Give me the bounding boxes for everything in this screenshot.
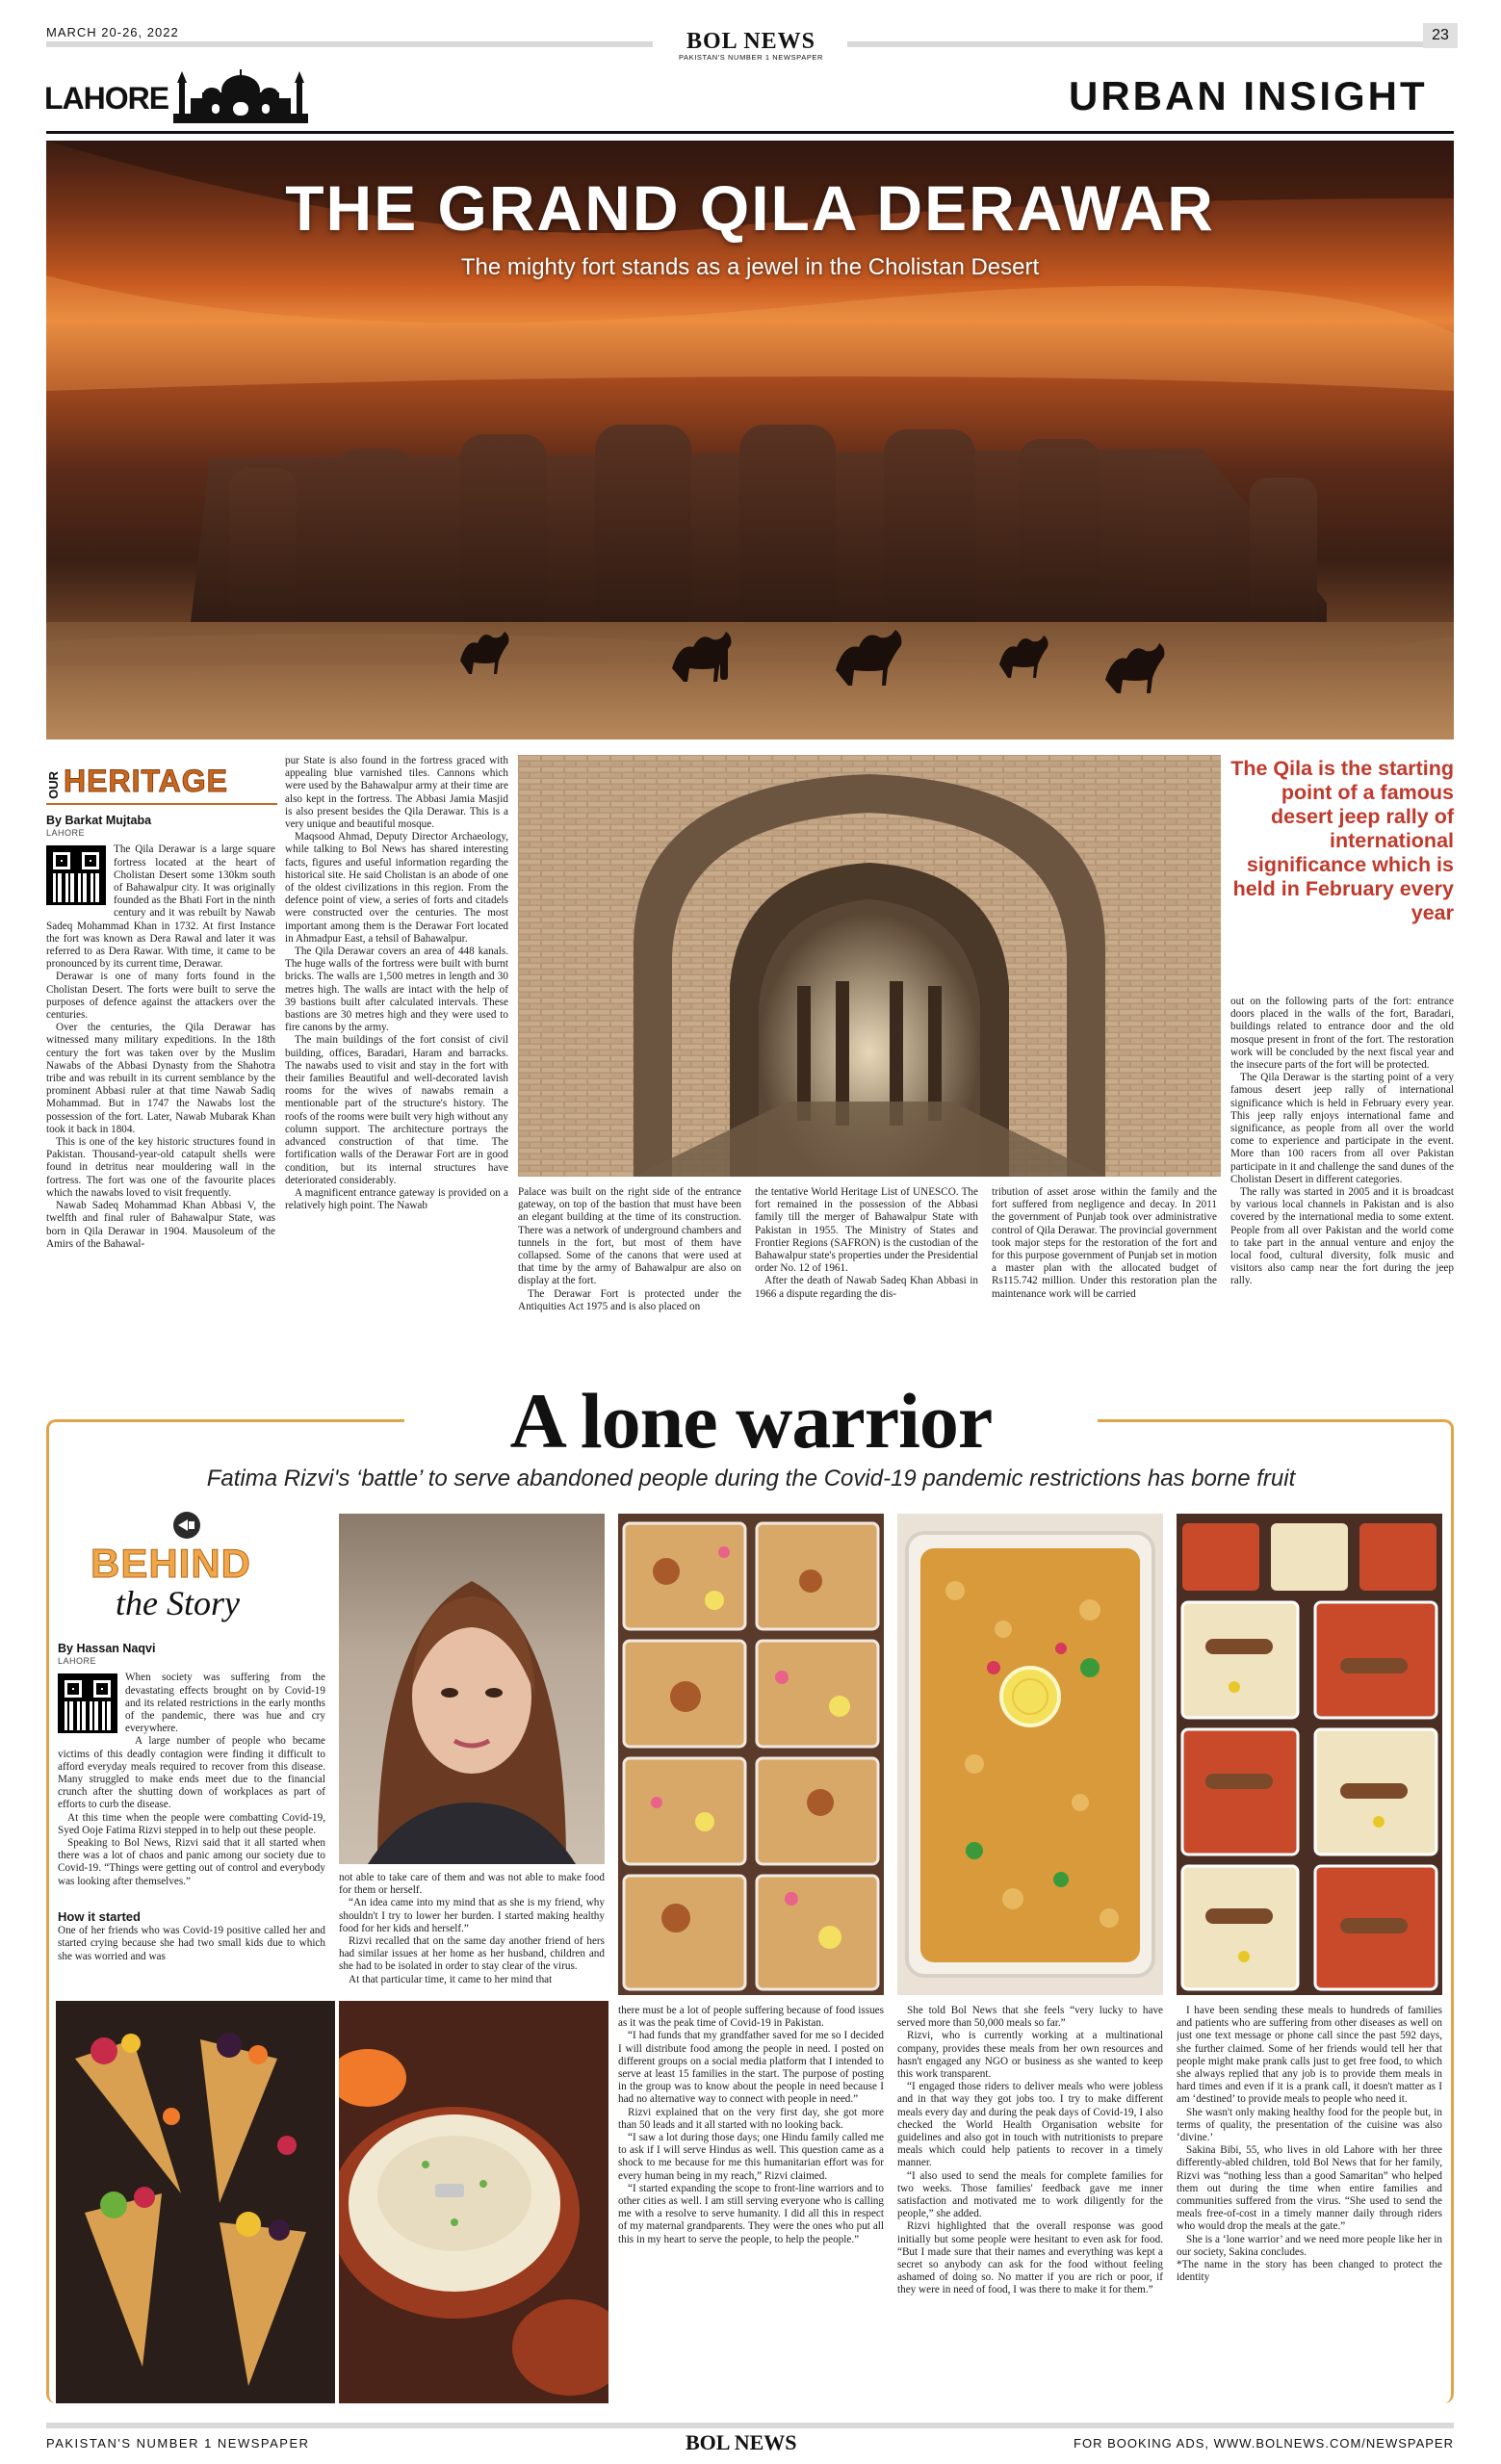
heritage-col-5 [992,1186,1217,1373]
paragraph: Rizvi explained that on the very first day, she got more than 50 leads and it all started with no looking back. [618,2106,884,2131]
footnote: *The name in the story has been changed to protect the identity [1177,2259,1442,2284]
paragraph: The main buildings of the fort consist of civil building, offices, Baradari, Haram and barracks. The nawabs used to visit and stay in the fort with their families Beautiful and well-decorated lavish rooms for the wives of nawabs remain a mentionable part of the structure's history. The roofs of the rooms were built very high without any column support. The architecture portrays the advanced construction of that time. The fortification walls of the Derawar Fort are in good condition, but its internal structures have deteriorated considerably. [285,1034,508,1186]
footer-rule [46,2423,1454,2428]
top-rule-right [847,41,1454,47]
paragraph: A magnificent entrance gateway is provided on a relatively high point. The Nawab [285,1186,508,1212]
food-photo-biryani [618,1514,884,1995]
paragraph: Rizvi recalled that on the same day another friend of hers had similar issues at her home as her husband, children and she had to be isolated in order to stay clear of the virus. [339,1935,605,1973]
paragraph: the tentative World Heritage List of UNESCO. The fort remained in the possession of the Abbasi family till the merger of Bahawalpur State with Pakistan in 1955. The Ministry of States and Frontier Regions (SAFRON) is the custodian of the Bahawalpur state's properties under the Presidential order No. 12 of 1961. [755,1186,978,1275]
hero-title: THE GRAND QILA DERAWAR [285,172,1215,244]
hero-subtitle: The mighty fort stands as a jewel in the Cholistan Desert [460,254,1040,280]
paragraph: After the death of Nawab Sadeq Khan Abbasi in 1966 a dispute regarding the dis- [755,1275,978,1300]
footer-tagline: PAKISTAN'S NUMBER 1 NEWSPAPER [46,2436,310,2451]
paragraph: Derawar is one of many forts found in the Cholistan Desert. The forts were built to serve the purposes of defence against the attackers over the centuries. [46,971,275,1022]
paragraph: When society was suffering from the devastating effects brought on by Covid-19 and its related restrictions in the early months of the pandemic, there was hue and cry everywhere. [125,1672,325,1735]
paragraph: She is a ‘lone warrior’ and we need more people like her in our society, Sakina concludes. [1177,2233,1442,2258]
brand-logo [664,29,838,62]
footer-ads: FOR BOOKING ADS, WWW.BOLNEWS.COM/NEWSPAPER [1074,2436,1454,2451]
food-photo-fruit-cones [56,2001,335,2403]
footer-brand: BOL NEWS [686,2430,797,2454]
paragraph: The Derawar Fort is protected under the Antiquities Act 1975 and is also placed on [518,1287,741,1312]
warrior-subtitle: Fatima Rizvi's ‘battle’ to serve abandoned people during the Covid-19 pandemic restrictions has borne fruit [206,1465,1296,1491]
warrior-col-3 [618,2005,884,2390]
paragraph: Over the centuries, the Qila Derawar has witnessed many military expeditions. In the 18th century the fort was taken over by the Muslim Nawabs of the Abbasi Dynasty from the Shahotra tribe and was rebuilt in its current semblance by the prominent Abbasi ruler at that time Nawab Sadiq Mohammad. But in 1747 the Nawabs lost the possession of the fort. Later, Nawab Mubarak Khan took it back in 1804. [46,1022,275,1135]
paragraph: Palace was built on the right side of the entrance gateway, on top of the bastion that must have been an elegant building at the time of its construction. There was a network of underground chambers and tunnels in the fort, but most of them have collapsed. Some of the canons that were used at that time by the army of Bahawalpur are also on display at the fort. [518,1186,741,1287]
qr-code-icon [58,1673,117,1733]
section-title: URBAN INSIGHT [1069,73,1428,118]
paragraph: “An idea came into my mind that as she is my friend, why shouldn't I try to lower her burden. I started making healthy food for her kids and herself.” [339,1897,605,1934]
paragraph: Rizvi, who is currently working at a multinational company, provides these meals from her own resources and hasn't engaged any NGO or business as she wanted to keep this work transparent. [897,2030,1163,2081]
food-photo-kebab-rice [1177,1514,1442,1995]
warrior-location: LAHORE [58,1656,97,1667]
warrior-col-4 [897,2005,1163,2390]
paragraph: “I saw a lot during those days; one Hindu family called me to ask if I will serve Hindus as well. This question came as a shock to me because for me this humanitarian effort was for every human being in my reach,” Rizvi claimed. [618,2132,884,2182]
heritage-col-4 [755,1186,978,1373]
fort-arch-photo [518,755,1221,1177]
heritage-col-6 [1230,996,1454,1373]
heritage-col-1 [46,815,275,1373]
behind-word: BEHIND [91,1541,252,1586]
heritage-author: By Barkat Mujtaba [46,815,152,827]
paragraph: She wasn't only making healthy food for the people but, in terms of quality, the presentation of the cuisine was also ‘divine.’ [1177,2106,1442,2144]
paragraph: Speaking to Bol News, Rizvi said that it all started when there was a lot of chaos and panic among our society due to Covid-19. “Things were getting out of control and everybody was looking after themselves.” [58,1837,325,1887]
story-word: the Story [116,1584,240,1622]
paragraph: “I also used to send the meals for complete families for two weeks. Those families' feedback gave me inner satisfaction and motivated me to work diligently for the people,” she added. [897,2169,1163,2220]
paragraph: Sakina Bibi, 55, who lives in old Lahore with her three differently-abled children, told Bol News that for her family, Rizvi was “nothing less than a good Samaritan” who helped them out during the time when entire families and communities suffered from the virus. “She used to send the meals free-of-cost in a timely manner daily through riders who would drop the meals at the gate.” [1177,2144,1442,2233]
paragraph: not able to take care of them and was not able to make food for them or herself. [339,1872,605,1897]
page-number: 23 [1423,23,1458,48]
heritage-our: OUR [46,771,61,799]
behind-story-label [52,1512,304,1627]
warrior-col-5 [1177,2005,1442,2399]
issue-date: MARCH 20-26, 2022 [46,25,179,39]
paragraph: The Qila Derawar is a large square fortress located at the heart of Cholistan Desert some 130km south of Bahawalpur city. It was originally founded as the Bhati Fort in the ninth century and it was rebuilt by Nawab Sadeq Mohammad Khan in 1732. At first Instance the fort was known as Dera Rawal and later it was referred to as Dera Rawar. With time, it came to be pronounced by its current time, Derawar. [46,843,275,971]
paragraph: One of her friends who was Covid-19 positive called her and started crying because she had two small kids due to which she was worried and was [58,1925,325,1962]
paragraph: The Qila Derawar covers an area of 448 kanals. The huge walls of the fortress were built with burnt bricks. The walls are 1,500 metres in length and 30 metres high. The walls are intact with the help of 39 bastions built after calculated intervals. These bastions are 30 metres high and they were used to fire canons by the army. [285,946,508,1034]
paragraph: This is one of the key historic structures found in Pakistan. Thousand-year-old catapult shells were found in detritus near mouldering wall in the fortress. The fort was one of the favourite places which the nawabs loved to visit frequently. [46,1136,275,1199]
paragraph: The Qila Derawar is the starting point of a very famous desert jeep rally of international significance which is held in February every year. This jeep rally enjoys international fame and significance, as people from all over the world come to experience and participate in the event. More than 100 racers from all over Pakistan participate in it and challenge the sand dunes of the Cholistan Desert in different categories. [1230,1072,1454,1185]
mosque-skyline-icon [173,65,308,123]
paragraph: “I started expanding the scope to front-line warriors and to other cities as well. I am still serving everyone who is calling me with a resolve to serve humanity. I did all this in respect of my maternal grandparents. They were the ones who put all this in my heart to serve the people, to help the people.” [618,2182,884,2245]
brand-name: BOL NEWS [686,29,816,54]
paragraph: tribution of asset arose within the family and the fort suffered from negligence and decay. In 2011 the government of Punjab took over administrative control of Qila Derawar. The provincial government took major steps for the restoration of the fort and for this purpose government of Punjab set in motion a master plan with the allocated budget of Rs115.742 million. Under this restoration plan the maintenance work will be carried [992,1186,1217,1300]
paragraph: out on the following parts of the fort: entrance doors placed in the walls of the fort, Baradari, buildings related to entrance door and the old mosque present in front of the fort. The restoration work will be concluded by the next fiscal year and the insecure parts of the fort will be protected. [1230,996,1454,1072]
food-photo-daal [897,1514,1163,1995]
paragraph: Maqsood Ahmad, Deputy Director Archaeology, while talking to Bol News has shared interesting facts, figures and useful information regarding the historical site. He said Cholistan is an abode of one of the oldest civilizations in this region. From the defence point of view, a series of forts and citadels were constructed over the centuries. The most important among them is the Derawar Fort located in Ahmadpur East, a tehsil of Bahawalpur. [285,831,508,945]
portrait-photo [339,1514,605,1864]
paragraph: At this time when the people were combatting Covid-19, Syed Ooje Fatima Rizvi stepped in to help out these people. [58,1811,325,1836]
paragraph: “I had funds that my grandfather saved for me so I decided I will distribute food among the people in need. I posted on different groups on a social media platform that I intended to serve at least 15 families in the start. The purpose of posting in the group was to know about the people in need because I had no alternative way to connect with people in need.” [618,2030,884,2106]
paragraph: At that particular time, it came to her mind that [349,1973,553,1985]
heritage-location: LAHORE [46,828,86,839]
food-photo-kheer [339,2001,608,2403]
paragraph: pur State is also found in the fortress graced with appealing blue varnished tiles. Cannons which were used by the Bahawalpur army at their time are also kept in the fortress. The Abbasi Jamia Masjid is also present besides the Qila Derawar. This is a very unique and beautiful mosque. [285,755,508,831]
pull-quote: The Qila is the starting point of a famous desert jeep rally of international significance which is held in February every year [1230,757,1454,924]
paragraph: Nawab Sadeq Mohammad Khan Abbasi V, the twelfth and final ruler of Bahawalpur State, was born in Qila Derawar in 1904. Mausoleum of the Amirs of the Bahawal- [46,1200,275,1250]
heritage-underline [46,803,277,805]
paragraph: there must be a lot of people suffering because of food issues as it was the peak time of Covid-19 in Pakistan. [618,2005,884,2030]
paragraph: “I engaged those riders to deliver meals who were jobless and in that way they got jobs too. I try to make different meals every day and during the peak days of Covid-19, I also checked the World Health Organisation website for guidelines and also got in touch with nutritionists to prepare meals which could help patients to recover in a timely manner. [897,2081,1163,2169]
paragraph: Rizvi highlighted that the overall response was good initially but some people were hesitant to even ask for food. “But I made sure that their names and everything was kept a secret so anybody can ask for the food without feeling ashamed of doing so. No matter if you are rich or poor, if they were in need of food, I was there to make it for them.” [897,2220,1163,2296]
heritage-col-3 [518,1186,741,1373]
warrior-col-1 [58,1643,325,1912]
paragraph: I have been sending these meals to hundreds of families and patients who are suffering from other diseases as well on just one text message or phone call since the past 592 days, she further claimed. Some of her friends would tell her that people might make prank calls just to get free food, to which she always replied that any job is to provide them meals in hard times and even if it is a prank call, it doesn't matter as I am ‘destined’ to provide meals to people who need it. [1177,2005,1442,2106]
paragraph: A large number of people who became victims of this deadly contagion were finding it difficult to afford everyday meals required to recover from this disease. Many struggled to make ends meet due to the financial crunch after the shutting down of workplaces as part of efforts to curb the disease. [58,1735,325,1811]
heritage-col-2 [285,755,508,1373]
qr-code-icon [46,845,106,905]
warrior-col-2 [339,1872,605,1997]
heritage-word: HERITAGE [64,764,228,798]
paragraph: The rally was started in 2005 and it is broadcast by various local channels in Pakistan and is also covered by the international media to some extent. People from all over Pakistan and the world come to take part in the annual venture and enjoy the local food, cultural diversity, folk music and visitors also camp near the fort during the jeep rally. [1230,1186,1454,1287]
warrior-col-1b [58,1910,325,1997]
paragraph: She told Bol News that she feels “very lucky to have served more than 50,000 meals so far.” [897,2005,1163,2030]
how-it-started-heading: How it started [58,1910,141,1924]
heritage-label [46,753,228,799]
warrior-author: By Hassan Naqvi [58,1643,156,1655]
city-label: LAHORE [44,81,169,116]
warrior-title: A lone warrior [404,1375,1098,1467]
top-rule [46,41,653,47]
brand-tagline: PAKISTAN'S NUMBER 1 NEWSPAPER [678,53,824,62]
masthead-rule [46,131,1454,134]
